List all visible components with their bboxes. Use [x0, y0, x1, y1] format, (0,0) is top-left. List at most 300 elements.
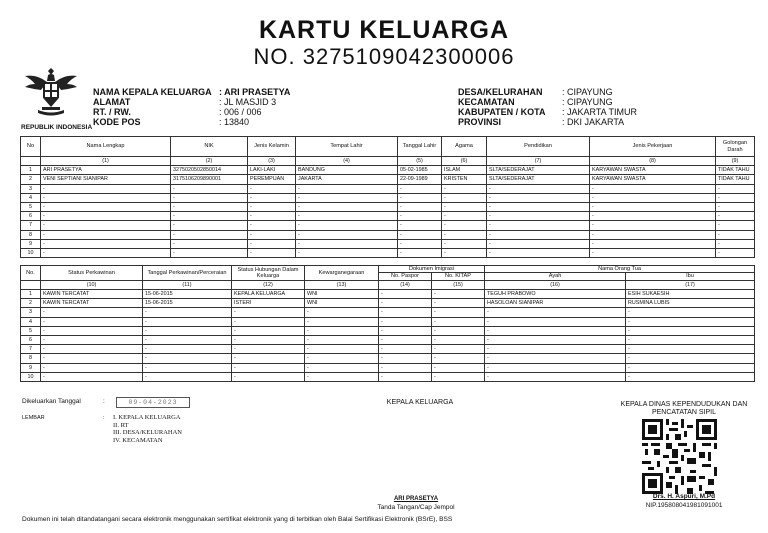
table-cell: -: [432, 317, 485, 326]
family-members-table: [20, 136, 755, 258]
header-row: [458, 97, 637, 107]
column-header: Nama Orang Tua: [485, 266, 755, 273]
column-index: (13): [305, 280, 379, 289]
table-cell: 5: [21, 202, 41, 211]
table-cell: -: [296, 221, 398, 230]
header-label: KABUPATEN / KOTA: [458, 107, 546, 117]
table-cell: -: [487, 248, 590, 257]
header-value: : JL MASJID 3: [219, 97, 277, 107]
column-index: (4): [296, 157, 398, 166]
column-index: (2): [171, 157, 248, 166]
table-cell: -: [626, 335, 755, 344]
table-cell: -: [716, 221, 755, 230]
column-header: Status Perkawinan: [41, 266, 143, 281]
column-index: (15): [432, 280, 485, 289]
column-index: [21, 280, 41, 289]
lembar-item: I. KEPALA KELUARGA: [113, 414, 181, 421]
header-value: : 006 / 006: [219, 107, 262, 117]
column-header: Tempat Lahir: [296, 137, 398, 157]
table-cell: -: [41, 202, 171, 211]
table-cell: KARYAWAN SWASTA: [590, 175, 716, 184]
table-cell: -: [716, 202, 755, 211]
table-cell: -: [41, 335, 143, 344]
table-cell: -: [296, 239, 398, 248]
column-index-row: [21, 157, 755, 166]
table-cell: -: [296, 193, 398, 202]
column-header: Pendidikan: [487, 137, 590, 157]
table-cell: KAWIN TERCATAT: [41, 299, 143, 308]
column-header: No. KITAP: [432, 273, 485, 280]
table-cell: -: [487, 221, 590, 230]
column-index: (9): [716, 157, 755, 166]
table-cell: -: [626, 326, 755, 335]
table-cell: -: [232, 363, 305, 372]
column-header: Agama: [442, 137, 487, 157]
table-cell: -: [487, 193, 590, 202]
table-cell: -: [41, 248, 171, 257]
table-cell: -: [296, 202, 398, 211]
table-cell: -: [248, 239, 296, 248]
table-row: [21, 212, 755, 221]
table-cell: 4: [21, 193, 41, 202]
column-header: Golongan Darah: [716, 137, 755, 157]
table-cell: -: [379, 326, 432, 335]
official-name: Drs. H. Aspuri, M.Pd: [652, 493, 716, 500]
table-row: [21, 239, 755, 248]
table-cell: -: [398, 239, 442, 248]
table-cell: -: [143, 308, 232, 317]
header-label: KODE POS: [93, 117, 141, 127]
table-cell: -: [590, 184, 716, 193]
marital-status-table: [20, 265, 755, 382]
table-cell: 10: [21, 372, 41, 381]
table-cell: -: [143, 345, 232, 354]
table-cell: -: [485, 326, 626, 335]
header-value: : CIPAYUNG: [562, 97, 613, 107]
issued-colon: :: [103, 398, 105, 405]
table-cell: TIDAK TAHU: [716, 166, 755, 175]
header-label: PROVINSI: [458, 117, 502, 127]
table-cell: 9: [21, 239, 41, 248]
table-cell: -: [485, 345, 626, 354]
table-cell: VENI SEPTIANI SIANIPAR: [41, 175, 171, 184]
table-cell: 1: [21, 290, 41, 299]
header-value: : ARI PRASETYA: [219, 87, 291, 97]
table-cell: 6: [21, 335, 41, 344]
table-cell: 3: [21, 308, 41, 317]
column-header: Jenis Kelamin: [248, 137, 296, 157]
table-cell: -: [41, 354, 143, 363]
column-index: (3): [248, 157, 296, 166]
table-cell: -: [41, 193, 171, 202]
table-cell: -: [143, 363, 232, 372]
table-row: [21, 335, 755, 344]
column-header: Jenis Pekerjaan: [590, 137, 716, 157]
column-header: Ayah: [485, 273, 626, 280]
table-cell: WNI: [305, 299, 379, 308]
column-index: (16): [485, 280, 626, 289]
table-cell: -: [590, 248, 716, 257]
table-row: [21, 372, 755, 381]
table-cell: -: [379, 345, 432, 354]
table-cell: -: [487, 184, 590, 193]
table-cell: SLTA/SEDERAJAT: [487, 175, 590, 184]
official-nip: NIP.195808041981091001: [645, 502, 723, 509]
table-cell: -: [248, 193, 296, 202]
column-index: (11): [143, 280, 232, 289]
table-row: [21, 290, 755, 299]
header-value: : DKI JAKARTA: [562, 117, 625, 127]
table-cell: -: [248, 202, 296, 211]
lembar-item: IV. KECAMATAN: [113, 436, 163, 444]
column-header: Dokumen Imigrasi: [379, 266, 485, 273]
table-cell: -: [379, 290, 432, 299]
lembar-list: [113, 414, 182, 444]
table-cell: -: [485, 335, 626, 344]
header-row: [93, 97, 290, 107]
table-cell: 7: [21, 221, 41, 230]
table-cell: TEGUH PRABOWO: [485, 290, 626, 299]
column-index: (12): [232, 280, 305, 289]
table-cell: -: [171, 202, 248, 211]
header-label: DESA/KELURAHAN: [458, 87, 543, 97]
table-cell: -: [442, 212, 487, 221]
table-cell: 15-06-2015: [143, 290, 232, 299]
column-index: (1): [41, 157, 171, 166]
header-label: KECAMATAN: [458, 97, 515, 107]
table-cell: -: [716, 239, 755, 248]
table-cell: -: [41, 372, 143, 381]
table-cell: -: [442, 202, 487, 211]
table-cell: -: [379, 299, 432, 308]
table-cell: -: [432, 299, 485, 308]
header-row: [458, 117, 637, 127]
table-cell: -: [296, 248, 398, 257]
dinas-title-line: PENCATATAN SIPIL: [651, 409, 717, 416]
column-header: Kewarganegaraan: [305, 266, 379, 281]
table-cell: -: [143, 326, 232, 335]
table-cell: -: [305, 317, 379, 326]
table-cell: -: [485, 363, 626, 372]
table-cell: -: [171, 193, 248, 202]
table-cell: 10: [21, 248, 41, 257]
header-row: [458, 87, 637, 97]
header-row: [458, 107, 637, 117]
table-cell: HASOLOAN SIANIPAR: [485, 299, 626, 308]
table-cell: -: [41, 308, 143, 317]
column-header: No.: [21, 266, 41, 281]
column-header: Status Hubungan Dalam Keluarga: [232, 266, 305, 281]
table-cell: -: [296, 212, 398, 221]
table-cell: -: [485, 308, 626, 317]
table-cell: -: [41, 317, 143, 326]
table-cell: ISLAM: [442, 166, 487, 175]
table-cell: 3: [21, 184, 41, 193]
table-cell: ARI PRASETYA: [41, 166, 171, 175]
table-cell: -: [232, 308, 305, 317]
column-index: (14): [379, 280, 432, 289]
table-cell: -: [296, 230, 398, 239]
table-cell: -: [398, 248, 442, 257]
table-cell: -: [716, 184, 755, 193]
table-cell: 8: [21, 354, 41, 363]
table-cell: PEREMPUAN: [248, 175, 296, 184]
table-cell: -: [232, 345, 305, 354]
table-cell: -: [626, 317, 755, 326]
table-cell: -: [379, 308, 432, 317]
table-cell: -: [248, 221, 296, 230]
table-cell: KEPALA KELUARGA: [232, 290, 305, 299]
table-cell: LAKI-LAKI: [248, 166, 296, 175]
table-cell: -: [143, 317, 232, 326]
table-cell: SLTA/SEDERAJAT: [487, 166, 590, 175]
lembar-label: LEMBAR: [22, 415, 45, 421]
table-cell: -: [626, 345, 755, 354]
kepala-keluarga-name: ARI PRASETYA: [393, 496, 439, 502]
column-header: No. Paspor: [379, 273, 432, 280]
table-cell: -: [487, 202, 590, 211]
table-cell: -: [590, 239, 716, 248]
table-cell: -: [485, 317, 626, 326]
table-cell: -: [232, 335, 305, 344]
table-cell: -: [41, 184, 171, 193]
table-cell: 8: [21, 230, 41, 239]
table-cell: 22-09-1989: [398, 175, 442, 184]
table-cell: -: [171, 184, 248, 193]
table-cell: -: [379, 363, 432, 372]
table-cell: -: [171, 239, 248, 248]
table-cell: 2: [21, 175, 41, 184]
table-cell: -: [626, 308, 755, 317]
garuda-emblem-icon: [22, 64, 80, 120]
table-cell: -: [232, 372, 305, 381]
table-cell: -: [232, 317, 305, 326]
table-cell: -: [379, 372, 432, 381]
table-cell: ESIH SUKAESIH: [626, 290, 755, 299]
table-cell: 1: [21, 166, 41, 175]
electronic-signature-disclaimer: Dokumen ini telah ditandatangani secara elektronik menggunakan sertifikat elektronik yang di terbitkan oleh Balai Sertifikasi Elektronik (BSrE), BSS: [22, 516, 453, 523]
table-cell: JAKARTA: [296, 175, 398, 184]
column-header: NIK: [171, 137, 248, 157]
table-row: [21, 230, 755, 239]
table-row: [21, 221, 755, 230]
table-cell: 15-06-2015: [143, 299, 232, 308]
table-cell: -: [432, 290, 485, 299]
table-cell: -: [716, 212, 755, 221]
table-row: [21, 299, 755, 308]
table-cell: 5: [21, 326, 41, 335]
header-row: [93, 87, 290, 97]
column-index-row: [21, 280, 755, 289]
table-cell: -: [590, 221, 716, 230]
table-cell: -: [442, 184, 487, 193]
table-cell: -: [626, 372, 755, 381]
table-cell: -: [432, 326, 485, 335]
table-cell: -: [590, 212, 716, 221]
lembar-item: III. DESA/KELURAHAN: [113, 429, 182, 436]
column-index: (7): [487, 157, 590, 166]
table-cell: -: [248, 184, 296, 193]
table-cell: TIDAK TAHU: [716, 175, 755, 184]
table-cell: ISTERI: [232, 299, 305, 308]
table-cell: -: [485, 354, 626, 363]
table-cell: -: [171, 212, 248, 221]
table-cell: -: [626, 354, 755, 363]
table-cell: BANDUNG: [296, 166, 398, 175]
table-row: [21, 248, 755, 257]
table-row: [21, 193, 755, 202]
table-row: [21, 184, 755, 193]
table-cell: -: [398, 184, 442, 193]
header-row: [93, 107, 290, 117]
table-cell: -: [305, 335, 379, 344]
dinas-title-line: KEPALA DINAS KEPENDUDUKAN DAN: [620, 401, 748, 408]
table-cell: -: [305, 326, 379, 335]
table-cell: -: [296, 184, 398, 193]
table-cell: -: [442, 221, 487, 230]
table-cell: -: [232, 326, 305, 335]
table-cell: -: [590, 230, 716, 239]
table-cell: -: [41, 363, 143, 372]
table-cell: -: [432, 308, 485, 317]
table-cell: 3175106209890001: [171, 175, 248, 184]
table-row: [21, 363, 755, 372]
column-header: No: [21, 137, 41, 157]
table-cell: -: [487, 230, 590, 239]
table-cell: -: [248, 212, 296, 221]
table-cell: -: [626, 363, 755, 372]
header-value: : JAKARTA TIMUR: [562, 107, 638, 117]
table-cell: 7: [21, 345, 41, 354]
signature-caption: Tanda Tangan/Cap Jempol: [377, 504, 455, 511]
table-cell: RUSMINA LUBIS: [626, 299, 755, 308]
table-cell: 05-02-1985: [398, 166, 442, 175]
header-value: : 13840: [219, 117, 250, 127]
table-cell: 9: [21, 363, 41, 372]
table-row: [21, 326, 755, 335]
column-index: (6): [442, 157, 487, 166]
table-cell: -: [442, 193, 487, 202]
table-cell: -: [143, 372, 232, 381]
table-cell: 3275020502850014: [171, 166, 248, 175]
table-row: [21, 166, 755, 175]
table-cell: -: [305, 345, 379, 354]
table-cell: -: [143, 335, 232, 344]
table-row: [21, 202, 755, 211]
table-row: [21, 345, 755, 354]
table-cell: -: [305, 308, 379, 317]
table-cell: -: [232, 354, 305, 363]
table-cell: -: [432, 335, 485, 344]
table-cell: -: [485, 372, 626, 381]
table-cell: KAWIN TERCATAT: [41, 290, 143, 299]
table-cell: -: [248, 230, 296, 239]
table-cell: 6: [21, 212, 41, 221]
table-cell: KARYAWAN SWASTA: [590, 166, 716, 175]
header-label: NAMA KEPALA KELUARGA: [93, 87, 212, 97]
table-cell: -: [41, 239, 171, 248]
table-cell: -: [432, 363, 485, 372]
kepala-keluarga-title: KEPALA KELUARGA: [386, 399, 454, 406]
table-cell: -: [398, 221, 442, 230]
issued-label: Dikeluarkan Tanggal: [22, 398, 81, 405]
table-cell: -: [432, 354, 485, 363]
header-label: ALAMAT: [93, 97, 131, 107]
column-index: (5): [398, 157, 442, 166]
column-index: (17): [626, 280, 755, 289]
table-cell: -: [143, 354, 232, 363]
table-row: [21, 175, 755, 184]
table-cell: -: [716, 230, 755, 239]
table-cell: -: [487, 212, 590, 221]
document-title: KARTU KELUARGA: [258, 16, 510, 44]
table-cell: -: [716, 193, 755, 202]
table-cell: -: [590, 202, 716, 211]
table-cell: -: [716, 248, 755, 257]
table-cell: -: [398, 230, 442, 239]
column-index: [21, 157, 41, 166]
header-row: [93, 117, 290, 127]
table-cell: -: [379, 317, 432, 326]
table-cell: -: [41, 212, 171, 221]
table-cell: -: [41, 326, 143, 335]
table-cell: -: [171, 230, 248, 239]
table-cell: -: [379, 354, 432, 363]
table-cell: KRISTEN: [442, 175, 487, 184]
issued-date-field: 09-04-2023: [116, 397, 190, 408]
table-cell: -: [305, 372, 379, 381]
document-number: NO. 3275109042300006: [253, 44, 515, 69]
table-row: [21, 354, 755, 363]
table-cell: -: [171, 221, 248, 230]
table-cell: -: [432, 345, 485, 354]
header-value: : CIPAYUNG: [562, 87, 613, 97]
table-cell: -: [41, 230, 171, 239]
table-cell: -: [442, 248, 487, 257]
column-header: Ibu: [626, 273, 755, 280]
header-right: [458, 87, 637, 127]
table-cell: -: [398, 193, 442, 202]
header-left: [93, 87, 290, 127]
table-cell: -: [171, 248, 248, 257]
table-cell: -: [305, 363, 379, 372]
dinas-title: [600, 401, 768, 417]
table-cell: 2: [21, 299, 41, 308]
table-cell: -: [442, 230, 487, 239]
table-cell: -: [487, 239, 590, 248]
table-cell: -: [305, 354, 379, 363]
table-cell: -: [248, 248, 296, 257]
lembar-colon: :: [103, 415, 105, 421]
column-header: Tanggal Perkawinan/Perceraian: [143, 266, 232, 281]
table-cell: -: [442, 239, 487, 248]
table-row: [21, 317, 755, 326]
table-cell: -: [41, 221, 171, 230]
table-cell: -: [41, 345, 143, 354]
table-cell: -: [432, 372, 485, 381]
table-cell: 4: [21, 317, 41, 326]
header-label: RT. / RW.: [93, 107, 131, 117]
column-header: Tanggal Lahir: [398, 137, 442, 157]
qr-code-icon: [642, 419, 717, 494]
table-row: [21, 308, 755, 317]
country-label: REPUBLIK INDONESIA: [21, 124, 93, 131]
lembar-item: II. RT: [113, 421, 129, 429]
table-cell: WNI: [305, 290, 379, 299]
table-cell: -: [398, 202, 442, 211]
column-index: (8): [590, 157, 716, 166]
table-cell: -: [590, 193, 716, 202]
